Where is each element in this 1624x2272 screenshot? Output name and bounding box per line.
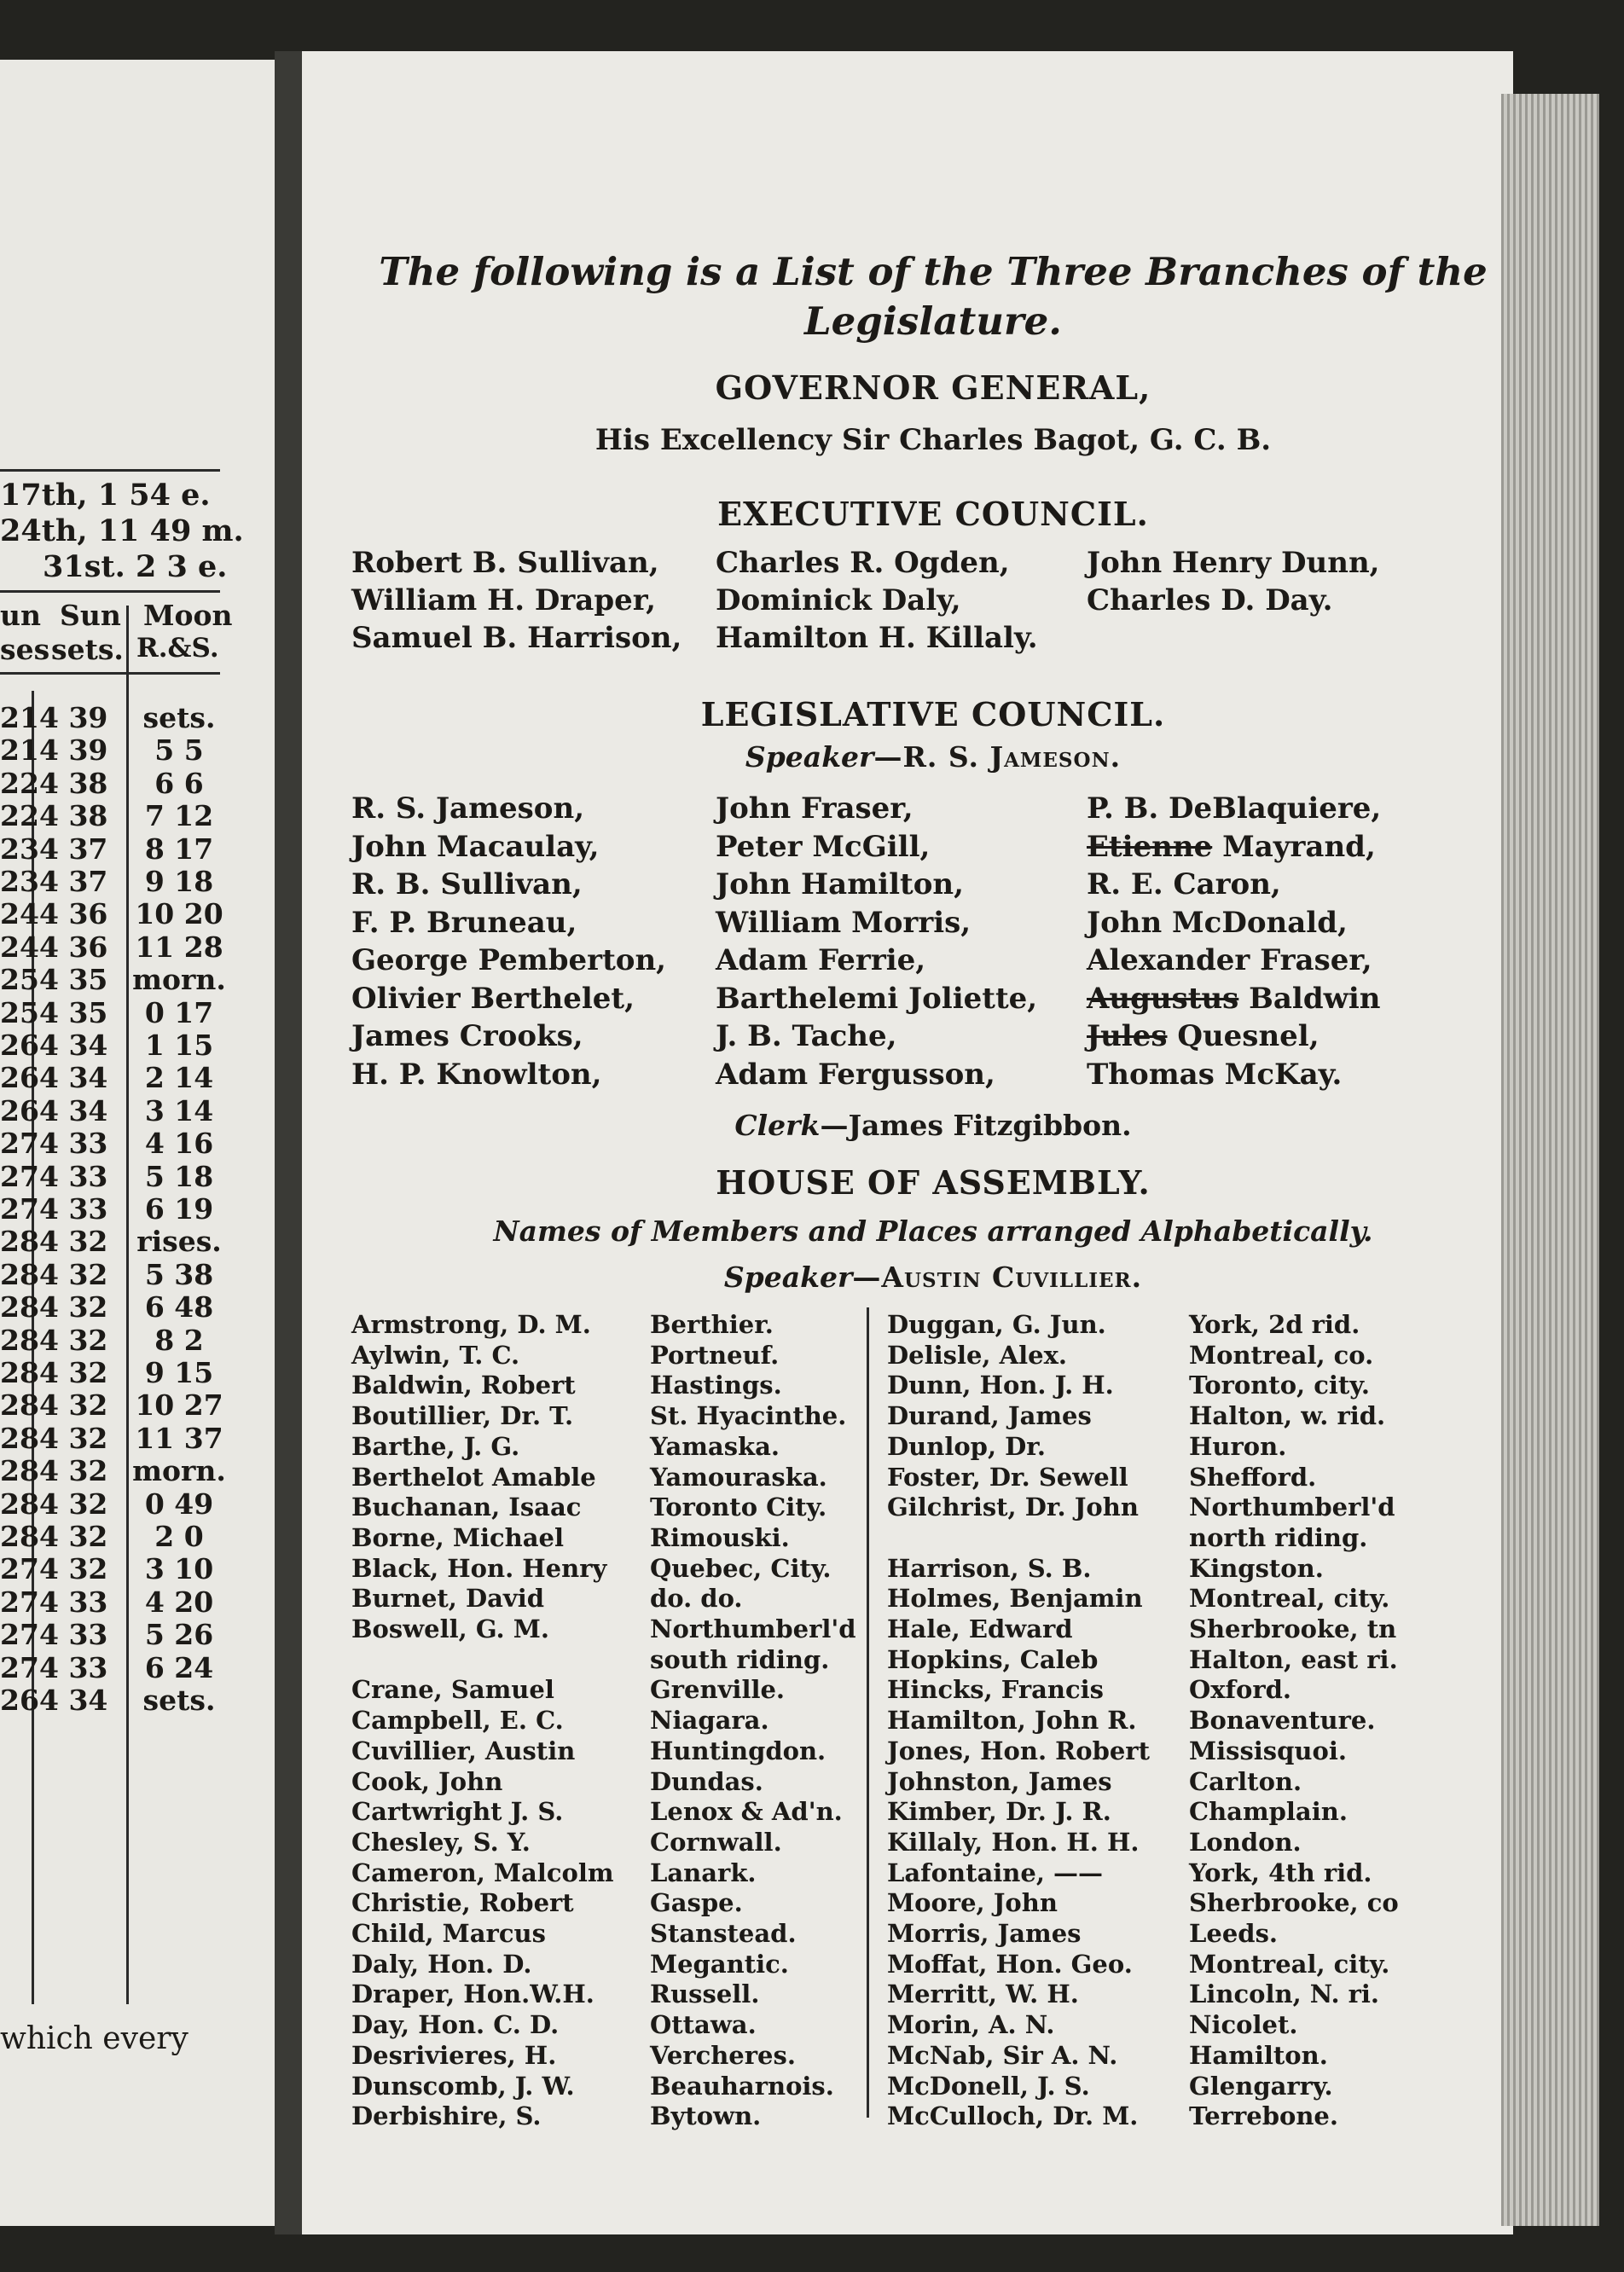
- table-cell: 4 34: [39, 1093, 108, 1127]
- member-name: Christie, Robert: [351, 1888, 574, 1918]
- member-name: McDonell, J. S.: [887, 2071, 1090, 2101]
- council-member-name: John Fraser,: [716, 791, 914, 826]
- table-cell: 5 18: [144, 1159, 214, 1193]
- exec-name: Charles R. Ogden,: [716, 546, 1010, 580]
- table-cell: 26: [0, 1061, 39, 1095]
- member-place: Kingston.: [1189, 1553, 1324, 1583]
- member-name: McCulloch, Dr. M.: [887, 2101, 1139, 2131]
- member-name: Gilchrist, Dr. John: [887, 1492, 1139, 1522]
- member-place: Dundas.: [650, 1766, 763, 1796]
- table-cell: 4 39: [39, 701, 108, 734]
- member-place: Stanstead.: [650, 1919, 797, 1948]
- member-name: Moffat, Hon. Geo.: [887, 1949, 1133, 1979]
- council-member-name: H. P. Knowlton,: [351, 1057, 602, 1092]
- member-place: Leeds.: [1189, 1919, 1278, 1948]
- member-name: Black, Hon. Henry: [351, 1553, 607, 1583]
- table-cell: 4 34: [39, 1684, 108, 1717]
- member-place: Halton, w. rid.: [1189, 1401, 1386, 1431]
- member-name: Aylwin, T. C.: [351, 1340, 520, 1370]
- table-cell: 8 2: [154, 1323, 204, 1357]
- member-place: Toronto City.: [650, 1492, 827, 1522]
- table-cell: 23: [0, 832, 39, 866]
- governor-name: His Excellency Sir Charles Bagot, G. C. B.: [594, 423, 1272, 457]
- member-place: Megantic.: [650, 1949, 789, 1979]
- previous-page-fragment: [0, 60, 275, 2226]
- table-cell: 0 49: [144, 1487, 214, 1521]
- member-name: Boswell, G. M.: [351, 1614, 549, 1643]
- member-place: Lanark.: [650, 1858, 757, 1887]
- member-place: Vercheres.: [650, 2040, 796, 2070]
- member-place: Gaspe.: [650, 1888, 743, 1918]
- member-place: Yamaska.: [650, 1431, 780, 1461]
- table-cell: 24: [0, 930, 39, 964]
- table-cell: 4 32: [39, 1257, 108, 1291]
- council-member-name: R. E. Caron,: [1087, 867, 1281, 901]
- member-place: Sherbrooke, co: [1189, 1888, 1399, 1918]
- table-cell: morn.: [132, 963, 226, 997]
- member-place: Beauharnois.: [650, 2071, 834, 2101]
- table-cell: 4 33: [39, 1127, 108, 1161]
- member-place: Northumberl'd: [650, 1614, 856, 1643]
- table-cell: 4 37: [39, 832, 108, 866]
- council-member-name: James Crooks,: [351, 1019, 583, 1053]
- table-cell: 27: [0, 1159, 39, 1193]
- table-cell: 4 32: [39, 1388, 108, 1423]
- member-place: Ottawa.: [650, 2010, 757, 2040]
- member-name: Boutillier, Dr. T.: [351, 1401, 574, 1431]
- member-name: Hincks, Francis: [887, 1675, 1105, 1705]
- council-member-name: Adam Fergusson,: [716, 1057, 995, 1092]
- table-cell: 21: [0, 733, 39, 768]
- member-place: Grenville.: [650, 1675, 786, 1705]
- member-place: Lenox & Ad'n.: [650, 1797, 843, 1827]
- table-cell: 27: [0, 1127, 39, 1161]
- council-member-name: John McDonald,: [1087, 905, 1348, 940]
- member-place: St. Hyacinthe.: [650, 1401, 847, 1431]
- table-cell: 27: [0, 1650, 39, 1684]
- table-cell: 27: [0, 1618, 39, 1652]
- member-place: Niagara.: [650, 1706, 769, 1736]
- executive-heading: EXECUTIVE COUNCIL.: [717, 495, 1149, 533]
- header-ses: ses: [0, 633, 50, 666]
- table-cell: 4 32: [39, 1552, 108, 1586]
- table-cell: 2 0: [154, 1520, 204, 1553]
- table-cell: 5 5: [154, 733, 204, 768]
- table-cell: 9 18: [144, 865, 214, 898]
- member-place: north riding.: [1189, 1522, 1368, 1552]
- table-cell: 1 15: [144, 1029, 214, 1062]
- assembly-list-right: [887, 1310, 1501, 2146]
- member-place: Huron.: [1189, 1431, 1287, 1461]
- member-place: Halton, east ri.: [1189, 1644, 1398, 1674]
- table-cell: 27: [0, 1192, 39, 1226]
- table-cell: 4 32: [39, 1290, 108, 1324]
- council-member-name: William Morris,: [716, 905, 972, 940]
- member-name: Campbell, E. C.: [351, 1706, 564, 1736]
- member-place: Montreal, co.: [1189, 1340, 1374, 1370]
- member-name: Delisle, Alex.: [887, 1340, 1067, 1370]
- council-member-name: R. S. Jameson,: [351, 791, 585, 826]
- table-cell: 11 28: [135, 930, 223, 964]
- member-name: Hopkins, Caleb: [887, 1644, 1099, 1674]
- council-member-name: John Hamilton,: [716, 867, 964, 901]
- member-place: Carlton.: [1189, 1766, 1302, 1796]
- exec-name: Samuel B. Harrison,: [351, 621, 682, 655]
- member-name: Cook, John: [351, 1766, 503, 1796]
- exec-name: John Henry Dunn,: [1087, 546, 1380, 580]
- council-member-name: Jules Quesnel,: [1087, 1019, 1320, 1053]
- assembly-heading: HOUSE OF ASSEMBLY.: [716, 1163, 1151, 1202]
- member-name: Child, Marcus: [351, 1919, 546, 1948]
- member-name: Holmes, Benjamin: [887, 1584, 1143, 1614]
- table-cell: 25: [0, 995, 39, 1029]
- table-cell: 28: [0, 1421, 39, 1455]
- table-cell: 22: [0, 799, 39, 833]
- member-place: Sherbrooke, tn: [1189, 1614, 1397, 1643]
- member-place: Montreal, city.: [1189, 1949, 1390, 1979]
- table-cell: 28: [0, 1520, 39, 1553]
- table-cell: 4 36: [39, 897, 108, 931]
- rule-mid: [0, 590, 220, 593]
- member-name: Burnet, David: [351, 1584, 545, 1614]
- moon-phase-3: 31st. 2 3 e.: [43, 549, 228, 584]
- member-name: Duggan, G. Jun.: [887, 1310, 1106, 1339]
- council-member-name: J. B. Tache,: [716, 1019, 897, 1053]
- table-cell: 6 48: [144, 1290, 214, 1324]
- header-sets: sets.: [51, 633, 124, 666]
- member-place: Glengarry.: [1189, 2071, 1333, 2101]
- table-cell: 4 32: [39, 1323, 108, 1357]
- member-name: Cartwright J. S.: [351, 1797, 564, 1827]
- assembly-subheading: Names of Members and Places arranged Alphabetically.: [493, 1214, 1373, 1248]
- book-gutter: [275, 51, 302, 2234]
- table-cell: 4 33: [39, 1159, 108, 1193]
- member-place: Berthier.: [650, 1310, 774, 1339]
- table-cell: 26: [0, 1684, 39, 1717]
- exec-name: Charles D. Day.: [1087, 583, 1333, 617]
- member-place: Nicolet.: [1189, 2010, 1298, 2040]
- table-cell: 4 34: [39, 1061, 108, 1095]
- member-name: Jones, Hon. Robert: [887, 1736, 1150, 1765]
- member-place: Russell.: [650, 1979, 760, 2009]
- table-cell: 4 16: [144, 1127, 214, 1161]
- member-place: Shefford.: [1189, 1462, 1317, 1492]
- member-name: Borne, Michael: [351, 1522, 564, 1552]
- member-name: Hale, Edward: [887, 1614, 1073, 1643]
- member-place: Yamouraska.: [650, 1462, 827, 1492]
- member-place: Rimouski.: [650, 1522, 790, 1552]
- table-cell: 4 39: [39, 733, 108, 768]
- council-member-name: R. B. Sullivan,: [351, 867, 583, 901]
- table-cell: 28: [0, 1454, 39, 1488]
- table-cell: 25: [0, 963, 39, 997]
- member-place: York, 4th rid.: [1189, 1858, 1372, 1887]
- exec-name: Hamilton H. Killaly.: [716, 621, 1038, 655]
- table-cell: rises.: [136, 1225, 222, 1259]
- member-place: south riding.: [650, 1644, 830, 1674]
- member-name: Dunlop, Dr.: [887, 1431, 1047, 1461]
- member-name: Desrivieres, H.: [351, 2040, 557, 2070]
- table-cell: 4 33: [39, 1618, 108, 1652]
- page-footer-text: which every: [0, 2021, 188, 2056]
- member-name: Baldwin, Robert: [351, 1371, 576, 1400]
- table-cell: 4 37: [39, 865, 108, 898]
- member-name: Day, Hon. C. D.: [351, 2010, 560, 2040]
- member-place: Hastings.: [650, 1371, 782, 1400]
- table-cell: 3 14: [144, 1093, 214, 1127]
- member-place: Oxford.: [1189, 1675, 1292, 1705]
- table-cell: 4 35: [39, 963, 108, 997]
- member-name: Chesley, S. Y.: [351, 1827, 531, 1857]
- member-name: Hamilton, John R.: [887, 1706, 1137, 1736]
- member-place: Cornwall.: [650, 1827, 782, 1857]
- member-place: Missisquoi.: [1189, 1736, 1347, 1765]
- table-cell: 0 17: [144, 995, 214, 1029]
- council-member-name: Etienne Mayrand,: [1087, 829, 1376, 864]
- table-cell: 28: [0, 1356, 39, 1389]
- member-name: Berthelot Amable: [351, 1462, 596, 1492]
- member-place: Hamilton.: [1189, 2040, 1328, 2070]
- page-title-2: Legislature.: [804, 298, 1062, 344]
- table-cell: 4 34: [39, 1029, 108, 1062]
- main-page: [302, 51, 1513, 2234]
- table-cell: morn.: [132, 1454, 226, 1488]
- moon-phase-2: 24th, 11 49 m.: [0, 513, 244, 548]
- member-name: Moore, John: [887, 1888, 1058, 1918]
- header-sun: Sun: [60, 599, 121, 632]
- member-place: Toronto, city.: [1189, 1371, 1370, 1400]
- exec-name: Robert B. Sullivan,: [351, 546, 659, 580]
- member-name: Buchanan, Isaac: [351, 1492, 582, 1522]
- council-member-name: John Macaulay,: [351, 829, 600, 864]
- legislative-clerk: Clerk—James Fitzgibbon.: [734, 1109, 1132, 1142]
- legislative-heading: LEGISLATIVE COUNCIL.: [700, 695, 1166, 733]
- member-place: Northumberl'd: [1189, 1492, 1395, 1522]
- table-cell: 21: [0, 701, 39, 734]
- table-cell: 5 38: [144, 1257, 214, 1291]
- table-cell: 27: [0, 1552, 39, 1586]
- table-cell: 4 35: [39, 995, 108, 1029]
- member-place: do. do.: [650, 1584, 743, 1614]
- member-name: Killaly, Hon. H. H.: [887, 1827, 1140, 1857]
- council-member-name: P. B. DeBlaquiere,: [1087, 791, 1382, 826]
- table-cell: 28: [0, 1388, 39, 1423]
- member-name: Harrison, S. B.: [887, 1553, 1092, 1583]
- table-cell: 4 33: [39, 1650, 108, 1684]
- member-name: Johnston, James: [887, 1766, 1112, 1796]
- member-name: Cuvillier, Austin: [351, 1736, 576, 1765]
- table-cell: 4 33: [39, 1585, 108, 1619]
- member-place: Quebec, City.: [650, 1553, 832, 1583]
- table-cell: 8 17: [144, 832, 214, 866]
- council-member-name: Adam Ferrie,: [716, 943, 926, 977]
- table-cell: 28: [0, 1487, 39, 1521]
- header-col1: un: [0, 599, 41, 632]
- table-cell: 4 32: [39, 1454, 108, 1488]
- member-place: London.: [1189, 1827, 1302, 1857]
- member-place: Portneuf.: [650, 1340, 780, 1370]
- council-member-name: Olivier Berthelet,: [351, 981, 635, 1016]
- rule-top: [0, 469, 220, 472]
- member-place: Montreal, city.: [1189, 1584, 1390, 1614]
- member-name: McNab, Sir A. N.: [887, 2040, 1118, 2070]
- table-cell: 10 27: [135, 1388, 223, 1423]
- table-cell: 27: [0, 1585, 39, 1619]
- member-name: Merritt, W. H.: [887, 1979, 1079, 2009]
- assembly-speaker: Speaker—Austin Cuvillier.: [723, 1261, 1143, 1294]
- table-cell: 4 32: [39, 1520, 108, 1553]
- member-place: Bytown.: [650, 2101, 762, 2131]
- member-place: Bonaventure.: [1189, 1706, 1376, 1736]
- exec-name: William H. Draper,: [351, 583, 656, 617]
- member-name: Morin, A. N.: [887, 2010, 1055, 2040]
- council-member-name: F. P. Bruneau,: [351, 905, 577, 940]
- council-member-name: Peter McGill,: [716, 829, 931, 864]
- council-member-name: Augustus Baldwin: [1087, 981, 1381, 1016]
- member-place: Huntingdon.: [650, 1736, 826, 1765]
- table-cell: 28: [0, 1225, 39, 1259]
- member-name: Daly, Hon. D.: [351, 1949, 532, 1979]
- member-place: Terrebone.: [1189, 2101, 1338, 2131]
- member-name: Lafontaine, ——: [887, 1858, 1104, 1887]
- header-rs: R.&S.: [136, 633, 219, 664]
- table-cell: 7 12: [144, 799, 214, 833]
- governor-heading: GOVERNOR GENERAL,: [715, 368, 1151, 407]
- header-moon: Moon: [143, 599, 233, 632]
- table-cell: 4 36: [39, 930, 108, 964]
- member-place: Champlain.: [1189, 1797, 1348, 1827]
- table-cell: 26: [0, 1093, 39, 1127]
- table-cell: 4 20: [144, 1585, 214, 1619]
- table-cell: 28: [0, 1323, 39, 1357]
- assembly-list-left: [351, 1310, 863, 2146]
- exec-name: Dominick Daly,: [716, 583, 961, 617]
- table-cell: 6 6: [154, 766, 204, 800]
- table-cell: 4 38: [39, 766, 108, 800]
- table-cell: 26: [0, 1029, 39, 1062]
- table-cell: 28: [0, 1290, 39, 1324]
- moon-phase-1: 17th, 1 54 e.: [0, 478, 211, 513]
- table-cell: sets.: [142, 1684, 216, 1717]
- page-edges: [1501, 94, 1599, 2226]
- member-place: Lincoln, N. ri.: [1189, 1979, 1380, 2009]
- table-cell: 22: [0, 766, 39, 800]
- member-name: Armstrong, D. M.: [351, 1310, 591, 1339]
- rule-header: [0, 672, 220, 675]
- member-name: Kimber, Dr. J. R.: [887, 1797, 1111, 1827]
- member-name: Barthe, J. G.: [351, 1431, 520, 1461]
- table-cell: 5 26: [144, 1618, 214, 1652]
- council-member-name: Barthelemi Joliette,: [716, 981, 1038, 1016]
- table-cell: 11 37: [135, 1421, 223, 1455]
- council-member-name: George Pemberton,: [351, 943, 667, 977]
- table-cell: 6 24: [144, 1650, 214, 1684]
- member-name: Derbishire, S.: [351, 2101, 542, 2131]
- member-name: Foster, Dr. Sewell: [887, 1462, 1128, 1492]
- table-cell: 4 32: [39, 1225, 108, 1259]
- table-cell: 4 33: [39, 1192, 108, 1226]
- table-cell: sets.: [142, 701, 216, 734]
- member-name: Morris, James: [887, 1919, 1082, 1948]
- member-name: Draper, Hon.W.H.: [351, 1979, 594, 2009]
- table-cell: 3 10: [144, 1552, 214, 1586]
- table-cell: 4 38: [39, 799, 108, 833]
- member-name: Dunscomb, J. W.: [351, 2071, 575, 2101]
- table-cell: 4 32: [39, 1421, 108, 1455]
- sun-moon-table: [0, 701, 256, 2014]
- table-cell: 9 15: [144, 1356, 214, 1389]
- table-cell: 24: [0, 897, 39, 931]
- member-name: Dunn, Hon. J. H.: [887, 1371, 1114, 1400]
- table-cell: 28: [0, 1257, 39, 1291]
- legislative-speaker: Speaker—R. S. Jameson.: [745, 740, 1122, 774]
- table-cell: 10 20: [135, 897, 223, 931]
- member-name: Crane, Samuel: [351, 1675, 554, 1705]
- member-name: Durand, James: [887, 1401, 1092, 1431]
- table-cell: 23: [0, 865, 39, 898]
- page-title: The following is a List of the Three Branches of the: [379, 249, 1488, 294]
- table-cell: 2 14: [144, 1061, 214, 1095]
- table-cell: 4 32: [39, 1487, 108, 1521]
- table-cell: 4 32: [39, 1356, 108, 1389]
- council-member-name: Thomas McKay.: [1087, 1057, 1343, 1092]
- column-divider: [867, 1307, 869, 2118]
- member-place: York, 2d rid.: [1189, 1310, 1360, 1339]
- member-name: Cameron, Malcolm: [351, 1858, 614, 1887]
- table-cell: 6 19: [144, 1192, 214, 1226]
- council-member-name: Alexander Fraser,: [1087, 943, 1372, 977]
